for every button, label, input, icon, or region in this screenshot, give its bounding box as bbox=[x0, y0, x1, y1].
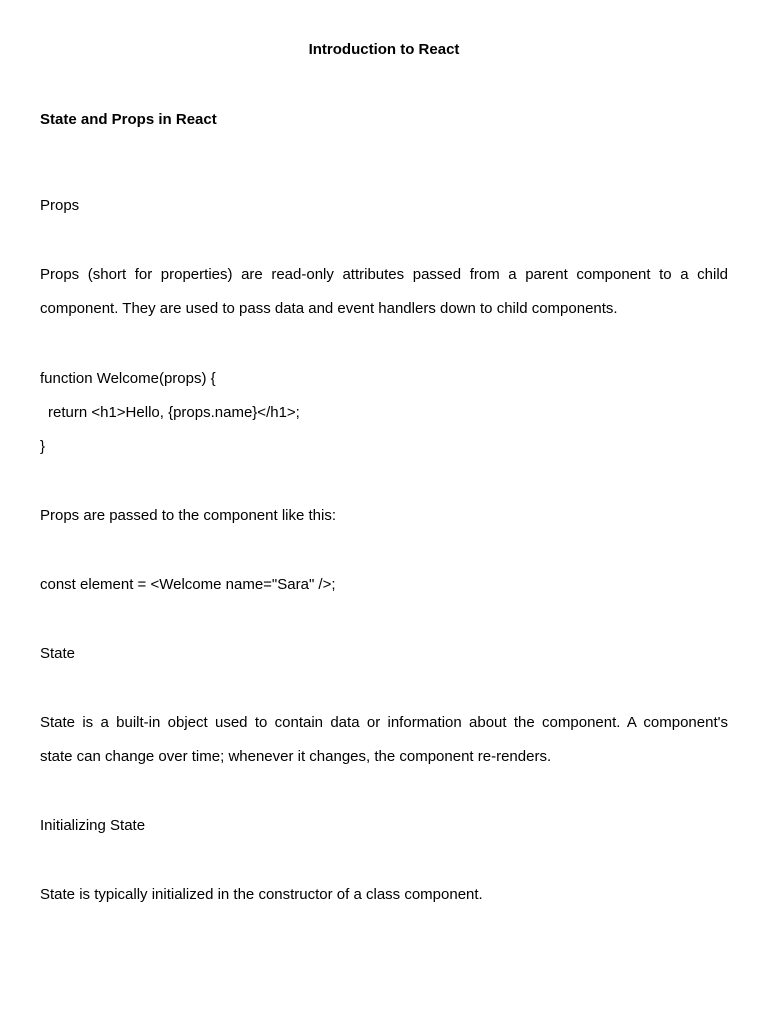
code-line-3: } bbox=[40, 438, 46, 455]
state-heading: State bbox=[40, 645, 76, 662]
props-heading: Props bbox=[40, 197, 80, 214]
state-paragraph-line-1: State is a built-in object used to contain data or information about the component. A component's bbox=[40, 714, 728, 731]
code-line-2: return <h1>Hello, {props.name}</h1>; bbox=[48, 404, 300, 421]
code-element-line: const element = <Welcome name="Sara" />; bbox=[40, 576, 336, 593]
props-passed-text: Props are passed to the component like this: bbox=[40, 507, 337, 524]
props-paragraph-line-1: Props (short for properties) are read-only attributes passed from a parent component to a child bbox=[40, 266, 728, 283]
props-paragraph-line-2: component. They are used to pass data and event handlers down to child components. bbox=[40, 300, 618, 317]
code-line-1: function Welcome(props) { bbox=[40, 370, 216, 387]
state-paragraph-line-2: state can change over time; whenever it changes, the component re-renders. bbox=[40, 748, 552, 765]
initializing-state-text: State is typically initialized in the constructor of a class component. bbox=[40, 886, 483, 903]
initializing-state-heading: Initializing State bbox=[40, 817, 146, 834]
document-title: Introduction to React bbox=[308, 41, 460, 58]
section-heading: State and Props in React bbox=[40, 111, 217, 128]
